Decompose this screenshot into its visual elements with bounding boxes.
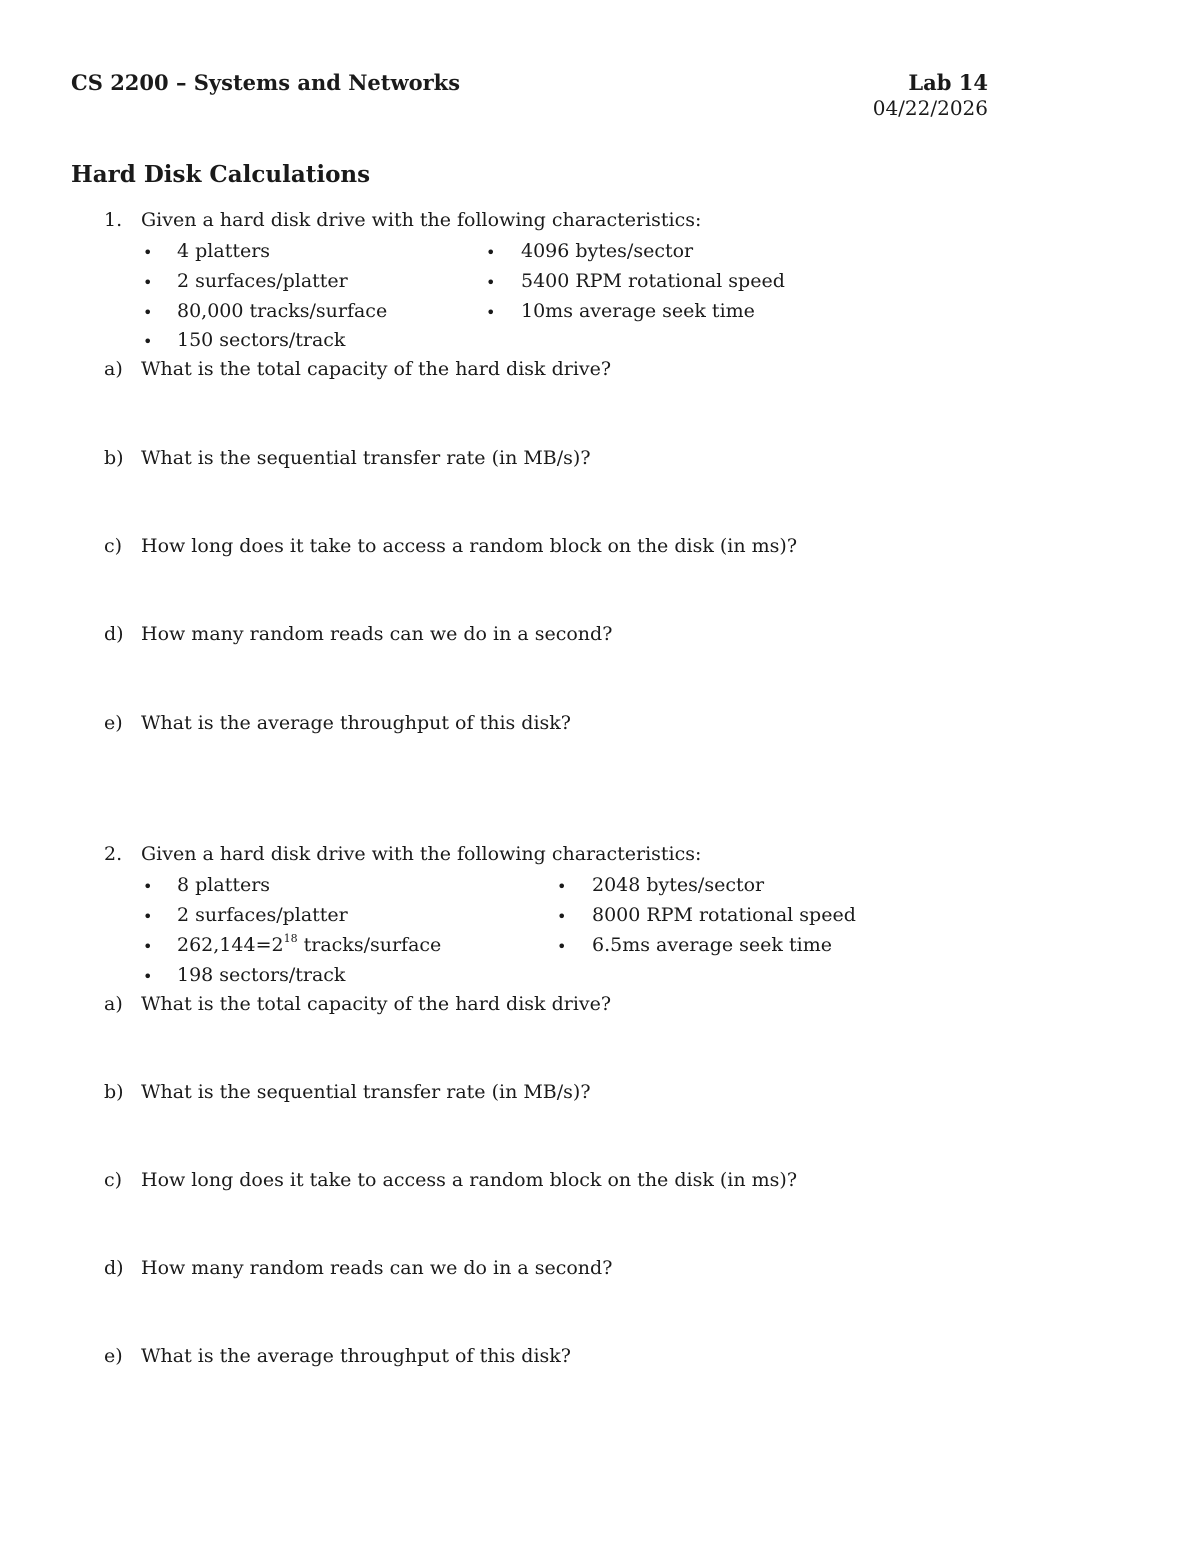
question-text: How long does it take to access a random block on the disk (in ms)? — [141, 535, 798, 557]
bullet-item: 4096 bytes/sector — [521, 240, 694, 262]
tracks-suffix: tracks/surface — [297, 934, 442, 956]
bullet-item: 80,000 tracks/surface — [177, 300, 388, 322]
question-label: a) — [104, 993, 123, 1015]
bullet-item: 2 surfaces/platter — [177, 904, 348, 926]
bullet-item: 10ms average seek time — [521, 300, 755, 322]
section-title: Hard Disk Calculations — [71, 161, 371, 188]
bullet-item — [177, 931, 442, 956]
question-text: What is the total capacity of the hard disk drive? — [141, 993, 612, 1015]
question-label: c) — [104, 535, 123, 557]
lab-date: 04/22/2026 — [872, 96, 988, 120]
question-label: e) — [104, 1345, 123, 1367]
question-text: How many random reads can we do in a second? — [141, 1257, 613, 1279]
bullet-item: 5400 RPM rotational speed — [521, 270, 785, 292]
question-label: d) — [104, 623, 124, 645]
question-text: How many random reads can we do in a second? — [141, 623, 613, 645]
question-text: What is the average throughput of this disk? — [141, 1345, 571, 1367]
problem-intro: Given a hard disk drive with the following characteristics: — [141, 209, 702, 231]
bullet-dot: • — [486, 303, 496, 322]
question-text: What is the total capacity of the hard disk drive? — [141, 358, 612, 380]
bullet-dot: • — [557, 937, 567, 956]
question-label: d) — [104, 1257, 124, 1279]
bullet-dot: • — [557, 907, 567, 926]
bullet-dot: • — [143, 303, 153, 322]
question-label: a) — [104, 358, 123, 380]
bullet-dot: • — [143, 273, 153, 292]
tracks-exponent: 18 — [283, 931, 298, 945]
question-text: What is the sequential transfer rate (in MB/s)? — [141, 447, 591, 469]
bullet-dot: • — [143, 243, 153, 262]
bullet-item: 8000 RPM rotational speed — [592, 904, 856, 926]
problem-intro: Given a hard disk drive with the following characteristics: — [141, 843, 702, 865]
bullet-dot: • — [486, 273, 496, 292]
question-label: b) — [104, 1081, 124, 1103]
question-text: What is the sequential transfer rate (in MB/s)? — [141, 1081, 591, 1103]
bullet-item: 2048 bytes/sector — [592, 874, 765, 896]
bullet-dot: • — [143, 907, 153, 926]
bullet-dot: • — [486, 243, 496, 262]
question-label: e) — [104, 712, 123, 734]
bullet-item: 198 sectors/track — [177, 964, 346, 986]
bullet-item: 2 surfaces/platter — [177, 270, 348, 292]
bullet-item: 8 platters — [177, 874, 271, 896]
question-label: b) — [104, 447, 124, 469]
bullet-item: 4 platters — [177, 240, 271, 262]
bullet-dot: • — [143, 967, 153, 986]
question-label: c) — [104, 1169, 123, 1191]
problem-number: 2. — [104, 843, 123, 865]
bullet-dot: • — [143, 937, 153, 956]
question-text: How long does it take to access a random block on the disk (in ms)? — [141, 1169, 798, 1191]
lab-number: Lab 14 — [908, 70, 988, 95]
bullet-item: 150 sectors/track — [177, 329, 346, 351]
course-title: CS 2200 – Systems and Networks — [71, 70, 461, 95]
bullet-dot: • — [557, 877, 567, 896]
question-text: What is the average throughput of this disk? — [141, 712, 571, 734]
tracks-base: 262,144=2 — [177, 934, 284, 956]
bullet-item: 6.5ms average seek time — [592, 934, 832, 956]
bullet-dot: • — [143, 332, 153, 351]
problem-number: 1. — [104, 209, 123, 231]
bullet-dot: • — [143, 877, 153, 896]
